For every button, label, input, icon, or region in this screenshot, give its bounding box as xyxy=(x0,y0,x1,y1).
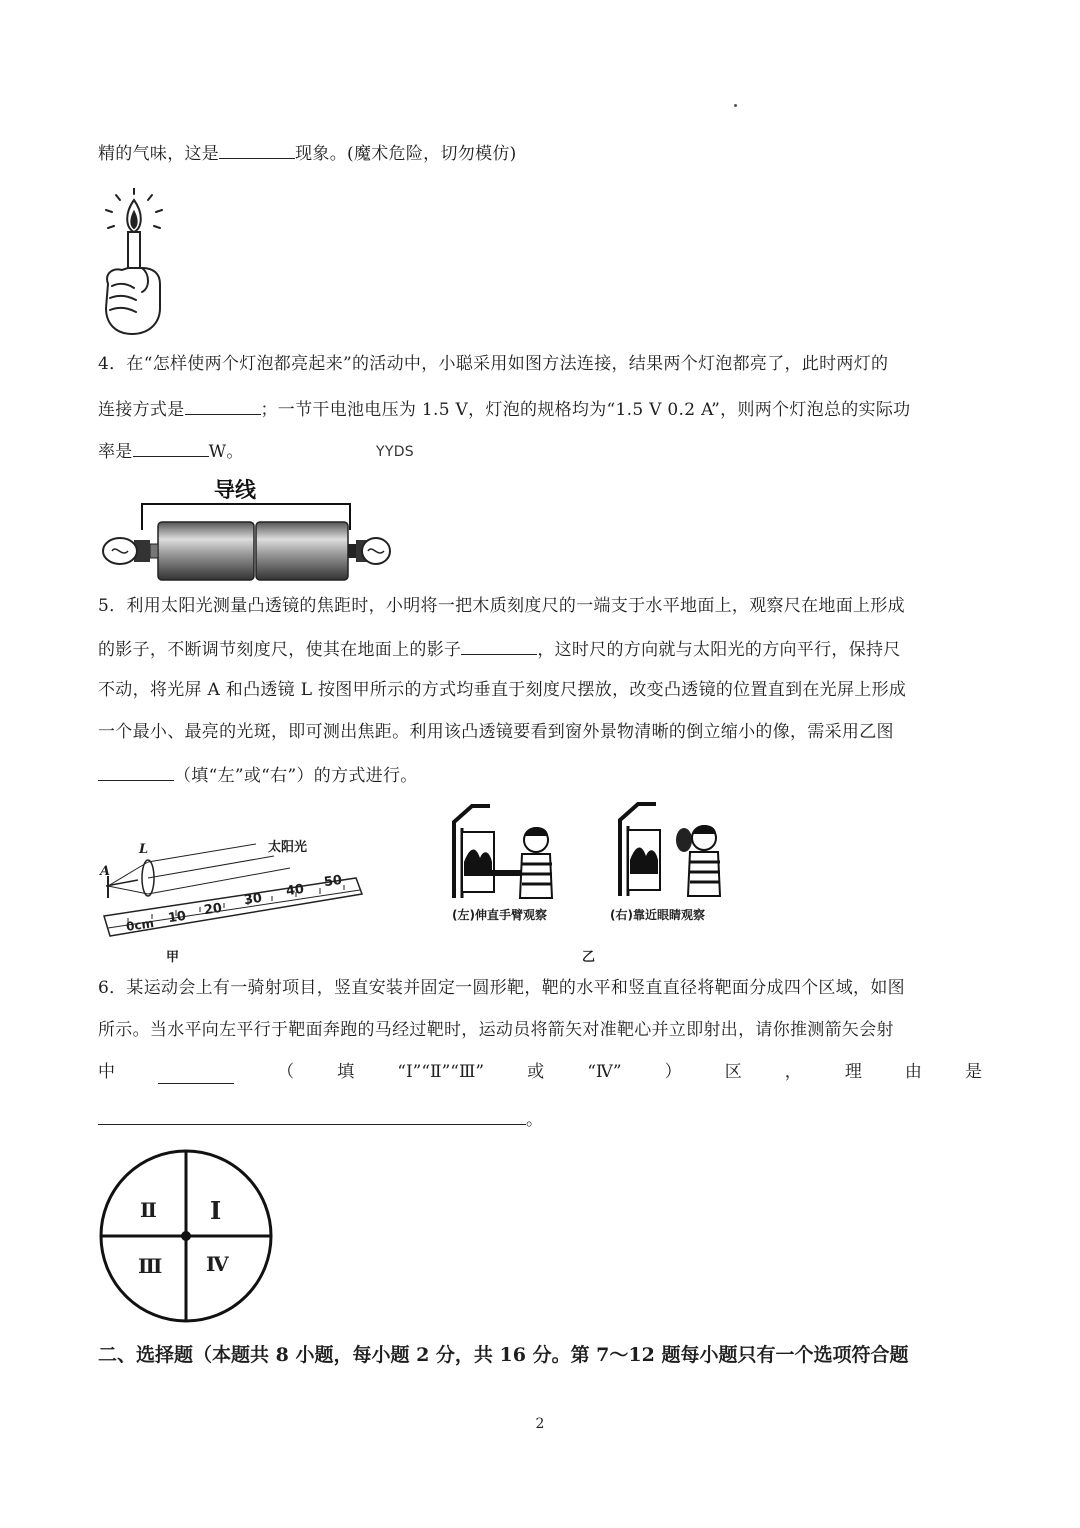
candle-hand-figure xyxy=(98,188,170,338)
q3-text-b: 现象。(魔术危险，切勿模仿) xyxy=(295,144,517,164)
figure-yi-right-drawing xyxy=(616,800,726,900)
q4-text-2b: ；一节干电池电压为 1.5 V，灯泡的规格均为“1.5 V 0.2 A”，则两个灯泡总的实际功 xyxy=(260,400,911,420)
q3-text-line xyxy=(98,140,517,166)
figure-yi-caption: 乙 xyxy=(582,950,596,965)
q5-text-line-1: 5．利用太阳光测量凸透镜的焦距时，小明将一把木质刻度尺的一端支于水平地面上，观察尺在地面上形成 xyxy=(98,596,905,616)
ruler-tick-50: 50 xyxy=(323,872,344,891)
q6-reason-blank[interactable] xyxy=(98,1106,526,1125)
stray-dot xyxy=(734,104,737,107)
ruler-tick-30: 30 xyxy=(243,890,264,909)
q6-token: 由 xyxy=(904,1062,922,1082)
ruler-tick-0: 0cm xyxy=(125,916,155,934)
battery-bulb-figure xyxy=(98,500,398,584)
q5-text-line-3: 不动，将光屏 A 和凸透镜 L 按图甲所示的方式均垂直于刻度尺摆放，改变凸透镜的位置直到在光屏上形成 xyxy=(98,680,907,700)
q4-text-line-2 xyxy=(98,396,910,422)
q3-text-a: 精的气味，这是 xyxy=(98,144,220,164)
q4-text-3b: W。 xyxy=(208,442,244,462)
q3-answer-blank[interactable] xyxy=(219,140,295,159)
q6-token: 中 xyxy=(98,1062,115,1082)
wire-label: 导线 xyxy=(214,478,256,502)
q4-text-3a: 率是 xyxy=(98,442,133,462)
q6-token: ， xyxy=(784,1062,802,1082)
q6-token: （ xyxy=(277,1062,295,1082)
target-region-4: Ⅳ xyxy=(206,1252,229,1276)
figure-yi-right-caption: (右)靠近眼睛观察 xyxy=(610,908,705,922)
watermark-text: YYDS xyxy=(376,444,414,460)
q4-text-line-1: 4．在“怎样使两个灯泡都亮起来”的活动中，小聪采用如图方法连接，结果两个灯泡都亮了，此时两灯的 xyxy=(98,354,889,374)
q6-end-period: 。 xyxy=(526,1110,544,1130)
target-region-1: Ⅰ xyxy=(210,1196,222,1225)
q6-text-line-3 xyxy=(98,1060,982,1084)
q5-shadow-blank[interactable] xyxy=(461,636,537,655)
q6-token: ） xyxy=(664,1062,682,1082)
q6-text-line-2: 所示。当水平向左平行于靶面奔跑的马经过靶时，运动员将箭矢对准靶心并立即射出，请你推测箭矢会射 xyxy=(98,1020,894,1040)
q6-text-line-1: 6．某运动会上有一骑射项目，竖直安装并固定一圆形靶，靶的水平和竖直直径将靶面分成四个区域，如图 xyxy=(98,978,905,998)
q5-text-5: （填“左”或“右”）的方式进行。 xyxy=(174,766,418,786)
q5-text-line-2 xyxy=(98,636,901,662)
q6-token: “Ⅳ” xyxy=(587,1062,622,1082)
q4-text-line-3 xyxy=(98,438,244,464)
target-region-3: Ⅲ xyxy=(138,1254,163,1278)
figure-yi-left-drawing xyxy=(450,802,560,902)
ruler-tick-40: 40 xyxy=(285,881,306,900)
figure-jia-caption: 甲 xyxy=(166,950,180,965)
sunlight-label: 太阳光 xyxy=(268,840,308,855)
q5-text-2b: ，这时尺的方向就与太阳光的方向平行，保持尺 xyxy=(537,640,901,660)
q6-token: 或 xyxy=(527,1062,545,1082)
page-number: 2 xyxy=(535,1416,545,1432)
lens-label: L xyxy=(139,842,149,857)
section-2-heading: 二、选择题（本题共 8 小题，每小题 2 分，共 16 分。第 7～12 题每小题只有一个选项符合题 xyxy=(98,1344,909,1366)
q5-text-line-4: 一个最小、最亮的光斑，即可测出焦距。利用该凸透镜要看到窗外景物清晰的倒立缩小的像，需采用乙图 xyxy=(98,722,894,742)
q6-token: 理 xyxy=(844,1062,862,1082)
q6-region-blank[interactable] xyxy=(158,1065,234,1084)
q6-token: 填 xyxy=(337,1062,355,1082)
q6-token: 区 xyxy=(724,1062,742,1082)
figure-yi-left-caption: (左)伸直手臂观察 xyxy=(452,908,547,922)
q6-token: 是 xyxy=(964,1062,982,1082)
target-region-2: Ⅱ xyxy=(140,1198,157,1222)
target-figure xyxy=(98,1148,276,1324)
ruler-tick-10: 10 xyxy=(167,908,188,927)
q4-power-blank[interactable] xyxy=(133,438,209,457)
q6-token: “Ⅰ”“Ⅱ”“Ⅲ” xyxy=(397,1062,485,1082)
screen-label: A xyxy=(100,864,111,879)
q5-text-2a: 的影子，不断调节刻度尺，使其在地面上的影子 xyxy=(98,640,462,660)
ruler-tick-20: 20 xyxy=(203,900,224,919)
q4-connection-blank[interactable] xyxy=(185,396,261,415)
q5-text-line-5 xyxy=(98,762,418,788)
q6-text-line-4 xyxy=(98,1106,543,1132)
q5-method-blank[interactable] xyxy=(98,762,174,781)
q4-text-2a: 连接方式是 xyxy=(98,400,185,420)
